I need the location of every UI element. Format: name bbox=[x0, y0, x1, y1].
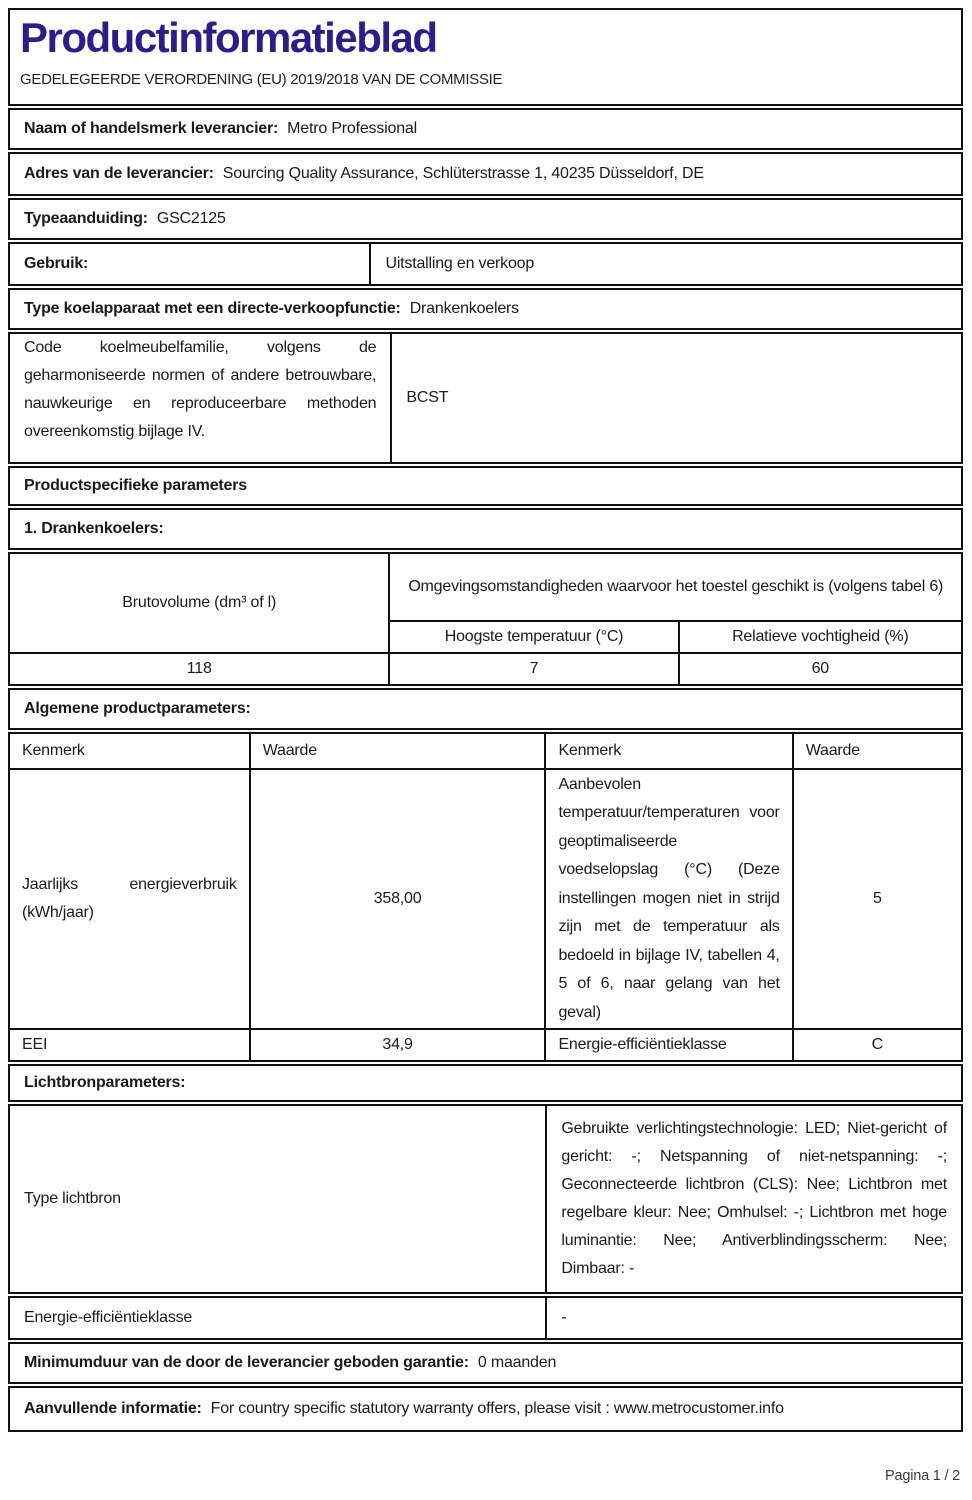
use-label-cell bbox=[10, 244, 369, 284]
light-source-type-label-cell bbox=[10, 1106, 545, 1292]
regulation-subtitle: GEDELEGEERDE VERORDENING (EU) 2019/2018 VAN DE COMMISSIE bbox=[20, 71, 503, 88]
section-product-specific-title: Productspecifieke parameters bbox=[24, 477, 247, 494]
col-header-max-temperature: Hoogste temperatuur (°C) bbox=[388, 620, 677, 652]
supplier-address-label: Adres van de leverancier: bbox=[24, 165, 214, 182]
light-source-type-value: Gebruikte verlichtingstechnologie: LED; Niet-gericht of gericht: -; Netspanning of niet-netspanning: -; Geconnecteerde lichtbron (CLS): Nee; Lichtbron met regelbare kleur: Nee; Omhulsel: -; Lichtbron met hoge luminantie: Nee; Antiverblindingsscherm: Nee; Dimbaar: - bbox=[561, 1120, 947, 1277]
header-section bbox=[8, 8, 963, 106]
row-additional-info bbox=[8, 1386, 963, 1432]
light-energy-class-value-cell bbox=[545, 1298, 961, 1338]
additional-info-value: For country specific statutory warranty offers, please visit : www.metrocustomer.info bbox=[210, 1400, 784, 1417]
annual-energy-label: Jaarlijks energieverbruik (kWh/jaar) bbox=[22, 875, 237, 921]
supplier-name-label: Naam of handelsmerk leverancier: bbox=[24, 120, 279, 137]
row-supplier-name bbox=[8, 108, 963, 150]
gen-header-kenmerk-2: Kenmerk bbox=[544, 734, 791, 768]
family-code-value-cell bbox=[390, 334, 961, 462]
row-appliance-type bbox=[8, 288, 963, 330]
annual-energy-label-cell bbox=[10, 768, 249, 1028]
row-family-code bbox=[8, 332, 963, 464]
model-identifier-label: Typeaanduiding: bbox=[24, 210, 148, 227]
section-product-specific bbox=[8, 466, 963, 506]
value-max-temperature: 7 bbox=[388, 652, 677, 684]
recommended-temperature-label-cell bbox=[544, 768, 791, 1028]
light-source-type-label: Type lichtbron bbox=[24, 1190, 121, 1207]
row-light-source-type bbox=[8, 1104, 963, 1294]
beverage-coolers-table bbox=[8, 552, 963, 686]
recommended-temperature-label: Aanbevolen temperatuur/temperaturen voor geoptimaliseerde voedselopslag (°C) (Deze instellingen mogen niet in strijd zijn met de temperatuur als bedoeld in bijlage IV, tabellen 4, 5 of 6, naar gelang van het geval) bbox=[558, 775, 780, 1021]
family-code-value: BCST bbox=[406, 389, 449, 406]
page-number: Pagina 1 / 2 bbox=[885, 1468, 960, 1484]
row-use bbox=[8, 242, 963, 286]
use-value: Uitstalling en verkoop bbox=[385, 255, 535, 272]
row-warranty bbox=[8, 1342, 963, 1384]
section-general-params bbox=[8, 688, 963, 730]
light-source-type-value-cell bbox=[545, 1106, 961, 1292]
page-title: Productinformatieblad bbox=[20, 14, 437, 61]
light-energy-class-label: Energie-efficiëntieklasse bbox=[24, 1309, 193, 1326]
family-code-label-cell bbox=[10, 334, 390, 462]
additional-info-label: Aanvullende informatie: bbox=[24, 1400, 202, 1417]
eei-label: EEI bbox=[10, 1028, 249, 1060]
value-gross-volume: 118 bbox=[10, 652, 388, 684]
row-model-identifier bbox=[8, 198, 963, 240]
warranty-label: Minimumduur van de door de leverancier geboden garantie: bbox=[24, 1354, 469, 1371]
col-header-relative-humidity: Relatieve vochtigheid (%) bbox=[678, 620, 961, 652]
light-energy-class-value: - bbox=[561, 1309, 567, 1326]
supplier-address-value: Sourcing Quality Assurance, Schlüterstrasse 1, 40235 Düsseldorf, DE bbox=[222, 165, 704, 182]
row-supplier-address bbox=[8, 152, 963, 196]
use-value-cell bbox=[369, 244, 961, 284]
model-identifier-value: GSC2125 bbox=[156, 210, 226, 227]
annual-energy-value: 358,00 bbox=[249, 768, 545, 1028]
section-beverage-coolers-title: 1. Drankenkoelers: bbox=[24, 520, 164, 537]
section-light-source-params bbox=[8, 1064, 963, 1102]
section-beverage-coolers bbox=[8, 508, 963, 550]
col-header-gross-volume: Brutovolume (dm³ of l) bbox=[122, 594, 277, 611]
document-table bbox=[8, 8, 963, 1432]
col-header-ambient-conditions: Omgevingsomstandigheden waarvoor het toestel geschikt is (volgens tabel 6) bbox=[388, 554, 961, 620]
energy-class-value: C bbox=[792, 1028, 961, 1060]
light-energy-class-label-cell bbox=[10, 1298, 545, 1338]
energy-class-label: Energie-efficiëntieklasse bbox=[544, 1028, 791, 1060]
appliance-type-label: Type koelapparaat met een directe-verkoopfunctie: bbox=[24, 300, 401, 317]
gen-header-kenmerk-1: Kenmerk bbox=[22, 742, 85, 759]
section-general-params-title: Algemene productparameters: bbox=[24, 700, 251, 717]
appliance-type-value: Drankenkoelers bbox=[409, 300, 519, 317]
eei-value: 34,9 bbox=[249, 1028, 545, 1060]
general-params-table bbox=[8, 732, 963, 1062]
value-relative-humidity: 60 bbox=[678, 652, 961, 684]
gen-header-waarde-2: Waarde bbox=[792, 734, 961, 768]
row-light-energy-class bbox=[8, 1296, 963, 1340]
family-code-label: Code koelmeubelfamilie, volgens de geharmoniseerde normen of andere betrouwbare, nauwkeurige en reproduceerbare methoden overeenkomstig bijlage IV. bbox=[24, 339, 377, 440]
gen-header-waarde-1: Waarde bbox=[249, 734, 545, 768]
section-light-source-title: Lichtbronparameters: bbox=[24, 1074, 186, 1091]
warranty-value: 0 maanden bbox=[477, 1354, 557, 1371]
use-label: Gebruik: bbox=[24, 255, 89, 272]
recommended-temperature-value: 5 bbox=[792, 768, 961, 1028]
supplier-name-value: Metro Professional bbox=[287, 120, 417, 137]
